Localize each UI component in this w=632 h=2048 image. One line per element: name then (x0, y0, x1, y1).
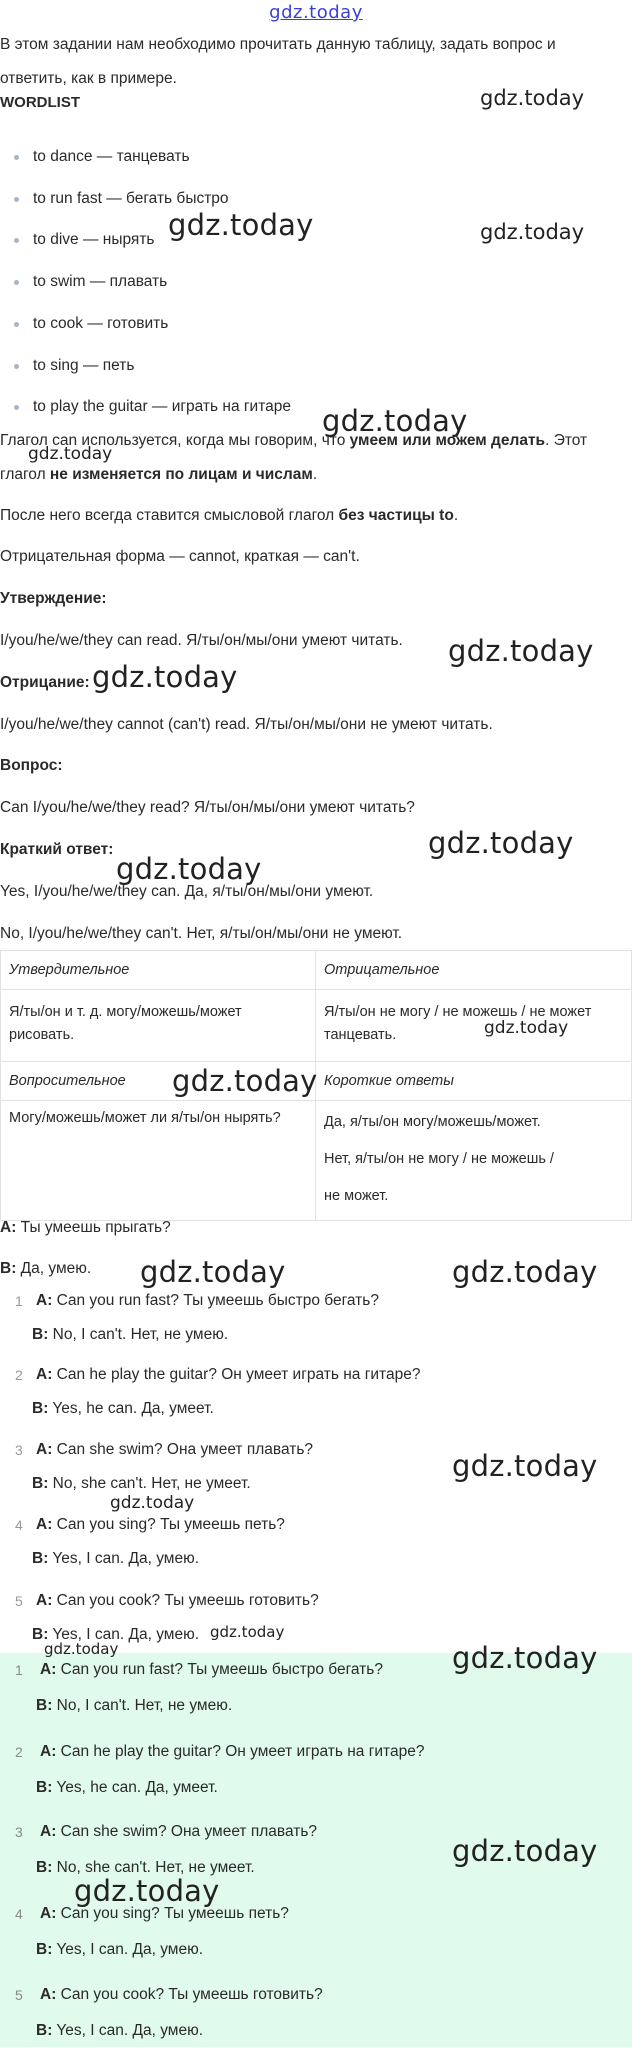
answer-reply-text: Yes, I can. Да, умею. (56, 1941, 204, 1958)
intro-text: В этом задании нам необходимо прочитать данную таблицу, задать вопрос и ответить, как в примере. (0, 36, 556, 87)
answer-question (0, 1897, 600, 1931)
answer-question-line (40, 1815, 317, 1849)
answer-question (0, 1815, 600, 1849)
exercise-question (0, 1359, 600, 1391)
exercise-number: 4 (15, 1517, 23, 1533)
short-yes-line: Да, я/ты/он могу/можешь/может. (324, 1114, 541, 1130)
wordlist-item (0, 184, 500, 214)
bullet-icon (14, 322, 19, 327)
answer-reply (0, 2014, 600, 2048)
speaker-a-label: A: (36, 1441, 53, 1458)
bullet-icon (14, 280, 19, 285)
watermark: gdz.today (110, 1493, 195, 1513)
wordlist-item (0, 392, 500, 422)
answer-reply-text: No, I can't. Нет, не умею. (56, 1697, 233, 1714)
answer-question-text: Can you run fast? Ты умеешь быстро бегать? (60, 1661, 383, 1678)
wordlist-item-text: to cook — готовить (33, 315, 169, 332)
answer-question-line (40, 1735, 424, 1769)
exercise-question (0, 1434, 600, 1466)
grammar-table (0, 950, 632, 1221)
speaker-b-label: B: (32, 1326, 49, 1343)
short-answer-title: Краткий ответ: (0, 841, 114, 858)
short-no-line-2: не может. (324, 1188, 389, 1204)
watermark: gdz.today (452, 1641, 598, 1675)
answer-question (0, 1735, 600, 1769)
wordlist-item (0, 351, 500, 381)
answer-reply (0, 1689, 600, 1723)
answer-reply-line (36, 2014, 203, 2048)
table-header-affirmative: Утвердительное (1, 951, 316, 990)
answer-reply (0, 1933, 600, 1967)
wordlist-item-text: to run fast — бегать быстро (33, 190, 229, 207)
exercise-question-text: Can you sing? Ты умеешь петь? (56, 1516, 285, 1533)
answer-question-text: Can you sing? Ты умеешь петь? (60, 1905, 289, 1922)
exercise-number: 3 (15, 1442, 23, 1458)
answer-question-line (40, 1897, 289, 1931)
exercise-question-text: Can he play the guitar? Он умеет играть на гитаре? (56, 1366, 421, 1383)
watermark: gdz.today (452, 1834, 598, 1868)
exercise-answer (0, 1543, 600, 1575)
wordlist-item-text: to dive — нырять (33, 231, 155, 248)
p1-part-a: Глагол can используется, когда мы говорим, что (0, 432, 350, 449)
exercise-answer-line (32, 1543, 199, 1575)
speaker-b-label: B: (36, 1941, 53, 1958)
example-b (0, 1254, 624, 1284)
answer-reply-text: Yes, I can. Да, умею. (56, 2022, 204, 2039)
answer-number: 3 (15, 1824, 23, 1840)
p1-part-d: не изменяется по лицам и числам (49, 466, 313, 483)
exercise-number: 5 (15, 1593, 23, 1609)
table-header-short-answers: Короткие ответы (316, 1062, 632, 1101)
watermark: gdz.today (322, 404, 468, 438)
exercise-answer-text: No, I can't. Нет, не умею. (52, 1326, 229, 1343)
speaker-a-label: A: (40, 1743, 57, 1760)
answer-reply-text: No, she can't. Нет, не умеет. (56, 1859, 255, 1876)
watermark: gdz.today (116, 852, 262, 886)
speaker-a-label: A: (40, 1661, 57, 1678)
watermark: gdz.today (172, 1064, 318, 1098)
exercise-question-line (36, 1359, 420, 1391)
speaker-b-label: B: (36, 1779, 53, 1796)
exercise-question-text: Can you cook? Ты умеешь готовить? (56, 1592, 319, 1609)
answer-question-text: Can she swim? Она умеет плавать? (60, 1823, 318, 1840)
example-b-text: Да, умею. (20, 1260, 92, 1277)
speaker-a-label: A: (36, 1516, 53, 1533)
watermark: gdz.today (428, 826, 574, 860)
exercise-answer-text: Yes, I can. Да, умею. (52, 1626, 200, 1643)
exercise-answer-line (32, 1619, 199, 1651)
speaker-a-label: A: (40, 1905, 57, 1922)
watermark: gdz.today (448, 634, 594, 668)
exercise-answer (0, 1319, 600, 1351)
bullet-icon (14, 155, 19, 160)
speaker-b-label: B: (36, 1697, 53, 1714)
wordlist-item (0, 225, 500, 255)
answer-reply-line (36, 1689, 232, 1723)
watermark: gdz.today (92, 660, 238, 694)
answer-reply-line (36, 1851, 255, 1885)
exercise-number: 2 (15, 1367, 23, 1383)
wordlist-item (0, 267, 500, 297)
speaker-b-label: B: (36, 1859, 53, 1876)
question-title: Вопрос: (0, 757, 63, 774)
question-text: Can I/you/he/we/they read? Я/ты/он/мы/они умеют читать? (0, 799, 415, 816)
speaker-b-label: B: (32, 1550, 49, 1567)
exercise-question-line (36, 1285, 379, 1317)
watermark: gdz.today (44, 1640, 119, 1658)
exercise-number: 1 (15, 1293, 23, 1309)
exercise-answer-line (32, 1319, 228, 1351)
short-answer-no: No, I/you/he/we/they can't. Нет, я/ты/он/мы/они не умеют. (0, 925, 403, 942)
watermark: gdz.today (452, 1449, 598, 1483)
watermark: gdz.today (168, 208, 314, 242)
exercise-question-text: Can you run fast? Ты умеешь быстро бегать? (56, 1292, 379, 1309)
speaker-a-label: A: (40, 1986, 57, 2003)
wordlist-item-text: to sing — петь (33, 357, 135, 374)
example-a (0, 1213, 624, 1243)
answer-question (0, 1653, 600, 1687)
exercise-question (0, 1509, 600, 1541)
exercise-question-line (36, 1434, 313, 1466)
speaker-a-label: A: (36, 1592, 53, 1609)
example-a-text: Ты умеешь прыгать? (20, 1219, 171, 1236)
watermark: gdz.today (74, 1874, 220, 1908)
answer-number: 1 (15, 1662, 23, 1678)
speaker-a-label: A: (40, 1823, 57, 1840)
exercise-answer-text: Yes, he can. Да, умеет. (52, 1400, 214, 1417)
exercise-question-text: Can she swim? Она умеет плавать? (56, 1441, 314, 1458)
speaker-a-label: A: (36, 1366, 53, 1383)
answer-reply (0, 1851, 600, 1885)
negation-title: Отрицание: (0, 674, 90, 691)
table-cell-interrogative: Могу/можешь/может ли я/ты/он нырять? (1, 1101, 316, 1221)
negation-text: I/you/he/we/they cannot (can't) read. Я/ты/он/мы/они не умеют читать. (0, 716, 493, 733)
table-header-negative: Отрицательное (316, 951, 632, 990)
wordlist-item-text: to play the guitar — играть на гитаре (33, 398, 291, 415)
p1-part-b: умеем или можем делать (349, 432, 546, 449)
grammar-paragraph-3: Отрицательная форма — cannot, краткая — can't. (0, 548, 360, 565)
exercise-answer-text: No, she can't. Нет, не умеет. (52, 1475, 251, 1492)
watermark: gdz.today (452, 1255, 598, 1289)
p2-part-c: . (453, 507, 459, 524)
table-cell-affirmative (1, 990, 316, 1062)
answer-question (0, 1978, 600, 2012)
exercise-question (0, 1585, 600, 1617)
speaker-a-label: A: (36, 1292, 53, 1309)
answer-reply-line (36, 1771, 218, 1805)
p2-part-b: без частицы to (338, 507, 454, 524)
answer-number: 5 (15, 1987, 23, 2003)
answer-reply-line (36, 1933, 203, 1967)
exercise-answer (0, 1393, 600, 1425)
site-logo[interactable]: gdz.today (269, 2, 363, 23)
exercise-question-line (36, 1509, 285, 1541)
answer-question-line (40, 1653, 383, 1687)
p1-part-c: . Этот глагол (0, 432, 588, 483)
answer-question-text: Can he play the guitar? Он умеет играть на гитаре? (60, 1743, 425, 1760)
affirmative-line-1: Я/ты/он и т. д. могу/можешь/может (9, 1004, 242, 1020)
watermark: gdz.today (484, 1018, 569, 1038)
negative-line-1: Я/ты/он не могу / не можешь / не может (324, 1004, 592, 1020)
wordlist-item (0, 309, 500, 339)
example-b-label: B: (0, 1260, 17, 1277)
answer-reply (0, 1771, 600, 1805)
exercise-answer (0, 1619, 600, 1651)
answer-question-text: Can you cook? Ты умеешь готовить? (60, 1986, 323, 2003)
watermark: gdz.today (140, 1255, 286, 1289)
answer-reply-text: Yes, he can. Да, умеет. (56, 1779, 218, 1796)
answer-number: 4 (15, 1906, 23, 1922)
bullet-icon (14, 197, 19, 202)
exercise-question-line (36, 1585, 319, 1617)
exercise-answer-line (32, 1468, 251, 1500)
wordlist-item (0, 142, 500, 172)
grammar-paragraph-2 (0, 501, 624, 531)
watermark: gdz.today (28, 444, 113, 464)
table-header-interrogative: Вопросительное (1, 1062, 316, 1101)
wordlist-title: WORDLIST (0, 94, 80, 111)
answer-number: 2 (15, 1744, 23, 1760)
table-cell-short-answers (316, 1101, 632, 1221)
watermark: gdz.today (480, 86, 585, 110)
negative-line-2: танцевать. (324, 1027, 397, 1043)
answer-question-line (40, 1978, 323, 2012)
speaker-b-label: B: (32, 1475, 49, 1492)
exercise-question (0, 1285, 600, 1317)
watermark: gdz.today (210, 1623, 285, 1641)
exercise-answer-text: Yes, I can. Да, умею. (52, 1550, 200, 1567)
wordlist-item-text: to swim — плавать (33, 273, 168, 290)
watermark: gdz.today (480, 220, 585, 244)
speaker-b-label: B: (32, 1400, 49, 1417)
speaker-b-label: B: (36, 2022, 53, 2039)
grammar-paragraph-1 (0, 424, 620, 492)
affirmation-text: I/you/he/we/they can read. Я/ты/он/мы/они умеют читать. (0, 632, 403, 649)
table-cell-negative (316, 990, 632, 1062)
affirmative-line-2: рисовать. (9, 1027, 75, 1043)
short-no-line-1: Нет, я/ты/он не могу / не можешь / (324, 1151, 554, 1167)
bullet-icon (14, 364, 19, 369)
exercise-answer (0, 1468, 600, 1500)
speaker-b-label: B: (32, 1626, 49, 1643)
affirmation-title: Утверждение: (0, 590, 107, 607)
short-answer-yes: Yes, I/you/he/we/they can. Да, я/ты/он/мы/они умеют. (0, 883, 374, 900)
p1-part-e: . (312, 466, 318, 483)
exercise-answer-line (32, 1393, 214, 1425)
wordlist-item-text: to dance — танцевать (33, 148, 190, 165)
example-a-label: A: (0, 1219, 17, 1236)
p2-part-a: После него всегда ставится смысловой глагол (0, 507, 339, 524)
bullet-icon (14, 405, 19, 410)
bullet-icon (14, 238, 19, 243)
